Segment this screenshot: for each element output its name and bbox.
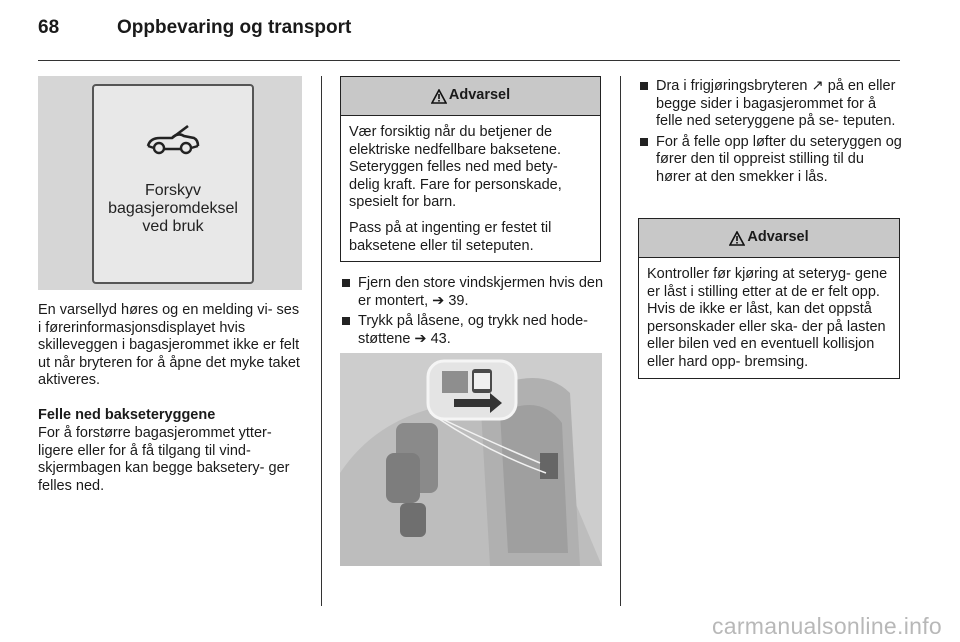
warning-box-1 [340,76,601,262]
list-item-text: Fjern den store vindskjermen hvis den er montert, ➔ 39. [358,275,604,309]
display-message-text: Forskyv bagasjeromdeksel ved bruk [108,182,238,235]
list-item-text: For å felle opp løfter du seteryggen og fører den til oppreist stilling til du hører at den smekker i lås. [656,133,902,185]
warning-paragraph-1: Vær forsiktig når du betjener de elektriske nedfellbare baksetene. Seteryggen felles ned med bety- delig kraft. Fare for personskade, spesielt for barn. [349,124,562,211]
list-item [638,78,902,131]
bullet-square-icon [342,279,350,287]
list-item-text: Trykk på låsene, og trykk ned hode- støttene ➔ 43. [358,313,588,347]
display-message-figure [38,76,302,290]
convertible-car-icon [144,122,200,158]
watermark: carmanualsonline.info [711,613,942,639]
list-item [340,313,605,348]
warning-title: Advarsel [448,87,511,104]
header-divider [38,60,900,61]
warning-paragraph-1: Kontroller før kjøring at seteryg- gene er låst i stilling etter at de er felt opp. Hvis de ikke er låst, kan det oppstå personskader eller ska- der på lasten eller bilen ved en eventuell kollisjon eller hard opp- bremsing. [647,266,888,370]
instruction-list-1 [340,275,605,351]
page-number: 68 [38,17,60,38]
instruction-list-2 [638,78,902,190]
intro-paragraph: En varsellyd høres og en melding vi- ses i førerinformasjonsdisplayet hvis skilleveggen i bagasjerommet ikke er felt ut når bryteren for å åpne det myke taket aktiveres. [38,302,300,389]
trunk-photo [340,353,602,566]
warning-triangle-icon [431,89,447,104]
bullet-square-icon [640,82,648,90]
list-item [638,134,902,187]
bullet-square-icon [342,317,350,325]
page-title: Oppbevaring og transport [117,17,352,38]
warning-header [639,219,899,258]
column-divider-2 [620,76,621,606]
warning-paragraph-2: Pass på at ingenting er festet til baksetene eller til seteputen. [349,219,552,254]
column-divider-1 [321,76,322,606]
list-item [340,275,605,310]
section-paragraph: For å forstørre bagasjerommet ytter- ligere eller for å få tilgang til vind- skjermbagen kan begge baksetery- ger felles ned. [38,425,290,494]
section-heading: Felle ned bakseteryggene [38,407,216,423]
display-panel [92,84,254,284]
bullet-square-icon [640,138,648,146]
warning-header [341,77,600,116]
warning-title: Advarsel [747,229,809,246]
list-item-text: Dra i frigjøringsbryteren ↗ på en eller begge sider i bagasjerommet for å felle ned seteryggene på se- teputen. [656,78,896,130]
warning-box-2 [638,218,900,379]
warning-triangle-icon [729,231,745,246]
